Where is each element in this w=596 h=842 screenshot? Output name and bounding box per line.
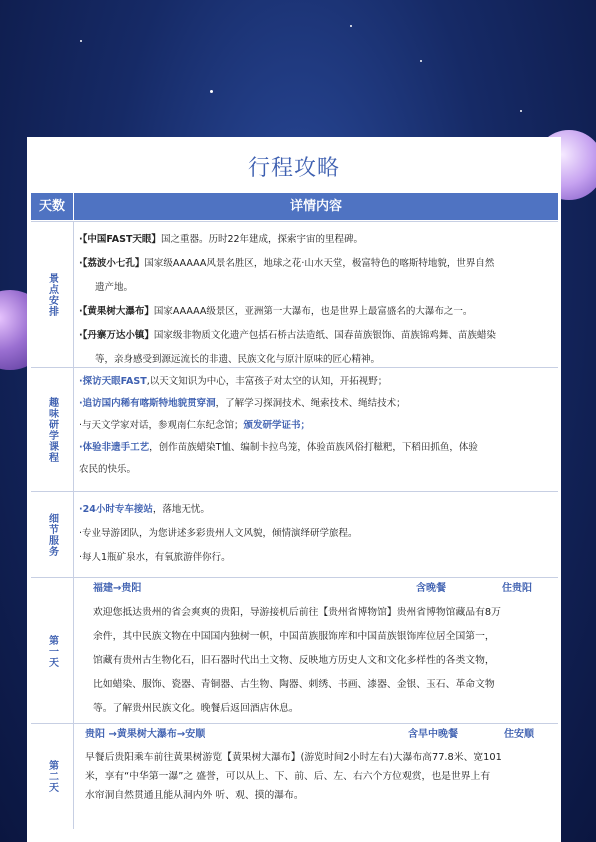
- star-decoration: [420, 60, 422, 62]
- row-label: 趣味研学课程: [31, 368, 74, 492]
- row-service: [31, 491, 558, 578]
- row-day2: [31, 723, 558, 829]
- list-item: ·与天文学家对话，参观南仁东纪念馆；颁发研学证书；: [79, 420, 311, 431]
- header-days: 天数: [31, 193, 73, 220]
- list-item: ·【中国FAST天眼】国之重器。历时22年建成，探索宇宙的里程碑。: [79, 234, 364, 245]
- row-label: 第二天: [31, 724, 74, 829]
- row-content: [79, 228, 554, 372]
- itinerary-card: [27, 137, 561, 842]
- meals: 含晚餐: [416, 583, 446, 594]
- list-item: ·【荔波小七孔】国家级AAAAA风景名胜区，地球之花·山水天堂，极富特色的喀斯特地貌，世界自然: [79, 258, 495, 269]
- star-decoration: [80, 40, 82, 42]
- page-title: 行程攻略: [247, 156, 340, 181]
- meals: 含早中晚餐: [408, 729, 458, 740]
- list-item: ·每人1瓶矿泉水，有氧旅游伴你行。: [79, 552, 231, 563]
- list-item: ·【丹寨万达小镇】国家级非物质文化遗产包括石桥古法造纸、国春苗族银饰、苗族锦鸡舞、苗族蜡染: [79, 330, 496, 341]
- hotel: 住贵阳: [502, 583, 532, 594]
- header-detail: 详情内容: [74, 193, 558, 220]
- row-day1: [31, 577, 558, 724]
- list-item: ·24小时专车接站，落地无忧。: [79, 504, 210, 515]
- row-content: [79, 498, 554, 570]
- star-decoration: [350, 25, 352, 27]
- list-item: ·【黄果树大瀑布】国家AAAAA级景区，亚洲第一大瀑布，也是世界上最富盛名的大瀑布之一。: [79, 306, 473, 317]
- row-label: 景点安排: [31, 222, 74, 368]
- row-label: 第一天: [31, 578, 74, 724]
- row-content: [79, 371, 554, 481]
- list-item: ·追访国内稀有喀斯特地貌贯穿洞，了解学习探洞技术、绳索技术、绳结技术；: [79, 398, 406, 409]
- list-item-continuation: 农民的快乐。: [79, 464, 137, 475]
- day-description: 欢迎您抵达贵州的省会爽爽的贵阳，导游接机后前往【贵州省博物馆】贵州省博物馆藏品有8万 余件，其中民族文物在中国国内独树一帜，中国苗族服饰库和中国苗族银饰库位居全国第一， 馆藏有贵州古生物化石，旧石器时代出土文物、反映地方历史人文和文化多样性的各类文物， 比如蜡染、服饰、瓷器、青铜器、古生物、陶器、刺绣、书画、漆器、金银、玉石、革命文物 等。了解贵州民族文化。晚餐后返回酒店休息。: [93, 606, 501, 714]
- row-content: [93, 580, 552, 721]
- hotel: 住安顺: [504, 729, 534, 740]
- row-study: [31, 367, 558, 492]
- list-item-continuation: 遗产地。: [95, 282, 134, 293]
- route: 贵阳 →黄果树大瀑布→安顺: [85, 729, 206, 740]
- list-item: ·专业导游团队，为您讲述多彩贵州人文风貌，倾情演绎研学旅程。: [79, 528, 358, 539]
- list-item-continuation: 等，亲身感受到源远流长的非遗、民族文化与原汁原味的匠心精神。: [95, 354, 381, 365]
- trip-header: [85, 726, 556, 745]
- list-item: ·探访天眼FAST,以天文知识为中心，丰富孩子对太空的认知，开拓视野；: [79, 376, 388, 387]
- star-decoration: [520, 110, 522, 112]
- day-description: 早餐后贵阳乘车前往黄果树游览【黄果树大瀑布】(游览时间2小时左右)大瀑布高77.8米、宽101 米，享有“中华第一瀑”之 盛誉，可以从上、下、前、后、左、右六个方位观赏，也是世界上有 水帘洞自然贯通且能从洞内外 听、观、摸的瀑布。: [85, 751, 502, 801]
- list-item: ·体验非遗手工艺，创作苗族蜡染T恤、编制卡拉鸟笼，体验苗族风俗打糍粑，下稻田抓鱼，体验: [79, 442, 478, 453]
- row-sights: [31, 221, 558, 368]
- row-content: [85, 726, 556, 805]
- trip-header: [93, 580, 552, 599]
- row-label: 细节服务: [31, 492, 74, 578]
- star-decoration: [210, 90, 213, 93]
- route: 福建→贵阳: [93, 583, 142, 594]
